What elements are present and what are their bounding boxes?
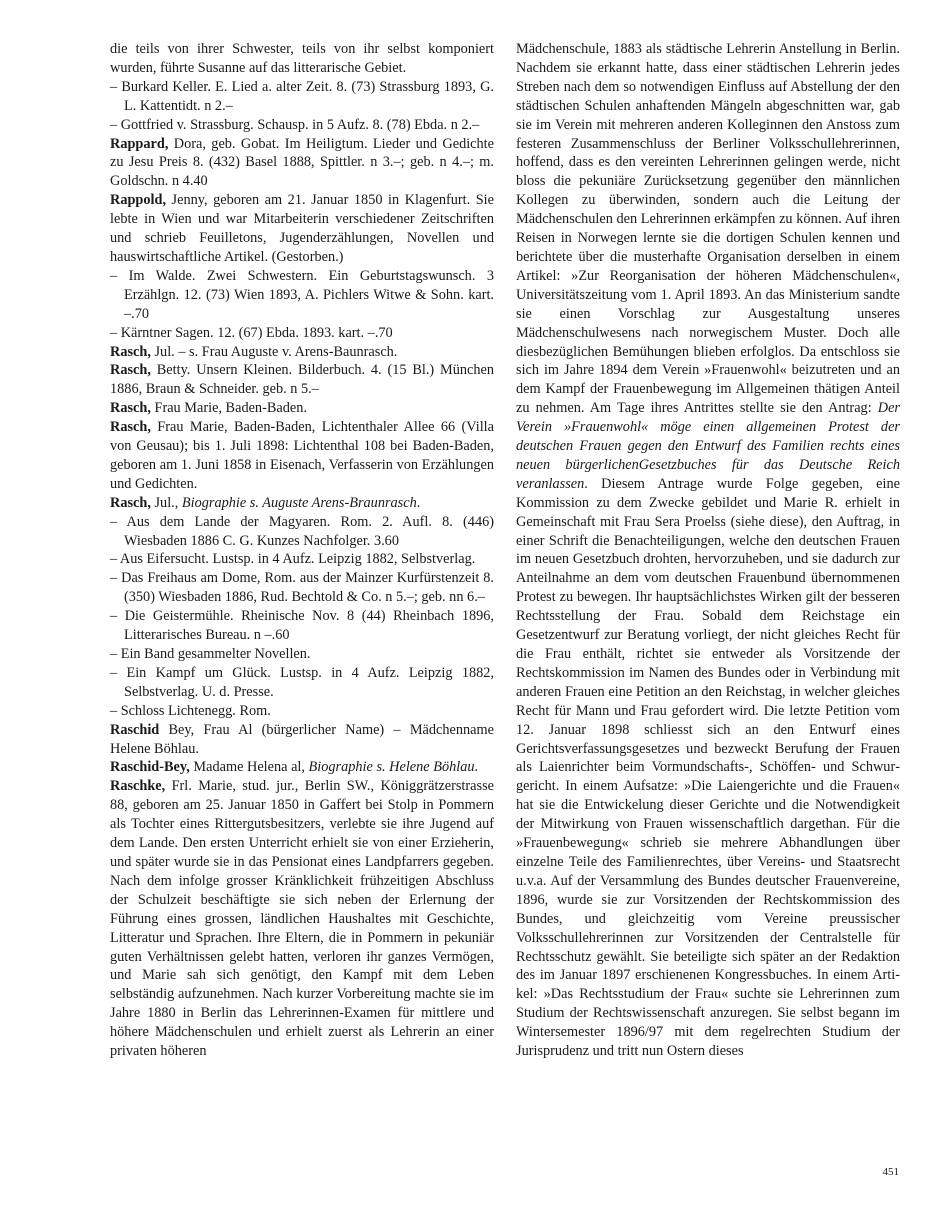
left-column <box>110 40 494 1061</box>
lexicon-entry <box>110 418 494 494</box>
text-segment: die teils von ihrer Schwester, teils von ihr selbst komponiert wurden, führte Susanne auf das litterarische Gebiet. <box>110 41 494 76</box>
text-segment: Mädchenschule, 1883 als städtische Lehrerin Anstellung in Berlin. Nachdem sie erkannt hatte, dass einer städtischen Lehrerin jedes Streben nach dem so notwendigen Einfluss auf Abstellung der den städtischen Schulen anhaftenden Mängeln abgeschnitten war, gab sie im Verein mit mehreren anderen Kolleginnen den Anstoss zum festeren Zusammenschluss der Berliner Volksschullehrerinnen, hoffend, dass es den vereinten Lehrerinnen gelingen werde, nicht bloss die pekuniäre Zurücksetzung gegenüber den männlichen Kollegen zu überwinden, sondern auch die Leitung der Mädchenschulen den Lehrerinnen erkämpfen zu können. Auf ihren Reisen in Norwegen lernte sie die dortigen Schulen kennen und berichtete über die musterhafte Organisation derselben in einem Artikel: »Zur Reorganisation der höheren Mädchenschulen«, Universitätszeitung vom 1. April 1893. An das Ministerium sandte sie einen Vorschlag zur Ausgestaltung unseres Mädchenschulwesens nach norwegischem Muster. Doch alle diesbezüglichen Bemühungen blieben erfolglos. Da entschloss sie sich im Jahre 1894 dem Verein »Frauenwohl« beizutreten und an dem Kampf der Frauenbewegung im Allgemeinen thätigen Anteil zu nehmen. Am Tage ihres Antrittes stellte sie den Antrag: <box>516 41 900 417</box>
lexicon-entry <box>110 721 494 759</box>
text-segment: – Burkard Keller. E. Lied a. alter Zeit. 8. (73) Strassburg 1893, G. L. Kattentidt. n 2.– <box>110 78 494 114</box>
text-segment: – Ein Band gesammelter Novellen. <box>110 646 311 662</box>
text-segment: Betty. Unsern Kleinen. Bilderbuch. 4. (15 Bl.) München 1886, Braun & Schneider. geb. n 5.– <box>110 362 494 398</box>
lexicon-entry <box>110 494 494 513</box>
lexicon-entry <box>110 758 494 777</box>
text-paragraph <box>110 40 494 78</box>
text-segment: – Schloss Lichtenegg. Rom. <box>110 702 271 719</box>
entry-name: Rasch, <box>110 343 151 360</box>
text-segment: – Das Freihaus am Dome, Rom. aus der Mainzer Kurfürstenzeit 8. (350) Wiesbaden 1886, Rud. Bechtold & Co. n 5.–; geb. nn 6.– <box>110 570 494 606</box>
text-segment: – Aus Eifersucht. Lustsp. in 4 Aufz. Leipzig 1882, Selbstverlag. <box>110 551 476 568</box>
italic-text: Biographie s. Auguste Arens-Braunrasch <box>181 494 417 511</box>
lexicon-entry <box>110 361 494 399</box>
italic-text: Biographie s. Helene Böhlau <box>308 759 475 776</box>
lexicon-entry <box>110 343 494 362</box>
text-segment: Dora, geb. Gobat. Im Heiligtum. Lieder und Gedichte zu Jesu Preis 8. (432) Basel 1888, Spittler. n 3.–; geb. n 4.–; m. Goldschn. n 4.40 <box>110 135 494 190</box>
text-segment: Frau Marie, Baden-Baden, Lichtenthaler Allee 66 (Villa von Geusau); bis 1. Juli 1898: Lichtenthal 108 bei Baden-Baden, geboren am 1. Juni 1858 in Eisenach, Verfasserin von Erzählungen und Gedichten. <box>110 419 494 492</box>
bibliography-item <box>110 550 494 569</box>
entry-name: Rasch, <box>110 419 151 436</box>
text-segment: Bey, Frau Al (bürgerlicher Name) – Mädchenname Helene Böhlau. <box>110 721 494 757</box>
text-paragraph <box>516 40 900 1061</box>
bibliography-item <box>110 664 494 702</box>
text-segment: Frau Marie, Baden-Baden. <box>150 400 307 417</box>
bibliography-item <box>110 513 494 551</box>
right-column <box>516 40 900 1061</box>
text-segment: Jul., <box>150 494 182 511</box>
page-number: 451 <box>882 1166 899 1178</box>
entry-name: Rasch, <box>110 494 151 511</box>
bibliography-item <box>110 78 494 116</box>
bibliography-item <box>110 116 494 135</box>
bibliography-item <box>110 645 494 664</box>
text-segment: Madame Helena al, <box>189 759 309 776</box>
text-segment: . Diesem Antrage wurde Folge gegeben, eine Kommission zu dem Zwecke gebildet und Marie R. erhielt in Gemeinschaft mit Frau Sera Proelss (siehe diese), den Auftrag, in einer Schrift die Benachteiligungen, welche den deutschen Frauen im neuen Gesetzbuch drohten, hervorzuheben, und sie dadurch zur Anteilnahme an dem vom deutschen Frauenbund übernommenen Protest zu bewegen. Ihr hauptsächlichstes Wirken gilt der besseren Rechtsstellung der Frau. Sobald dem Reichstage ein Gesetzentwurf zur Beratung vorliegt, der nicht gleiches Recht für die Frau enthält, richtet sie entweder als Vorsitzende der Rechtskommission im Namen des Bundes oder in Verbindung mit anderen Frauen eine Petition an den Reichstag, in welcher gleiches Recht für Mann und Frau gefordert wird. Die letzte Petition vom 12. Januar 1898 schliesst sich an den Entwurf eines Gerichtsverfassungsgesetzes und bezweckt Berufung der Frauen als Laienrichter beim Vormundschafts-, Schöffen- und Schwurgericht. In einem Aufsatze: »Die Laiengerichte und die Frauen« hat sie die Entwickelung dieser Gerichte und die Notwendigkeit der Mitwirkung von Frauen wissenschaftlich dargethan. Für die »Frauenbewegung« schrieb sie mehrere Abhandlungen über einzelne Teile des Familienrechtes, über Vereins- und Staatsrecht u.v.a. Auf der Versammlung des Bundes deutscher Frauenvereine, 1896, wurde sie zur Vorsitzenden der Rechtskommission des Bundes, und gleichzeitig vom Vereine preussischer Volksschullehrerinnen zur Vorsitzenden der Centralstelle für Rechtsschutz gewählt. Sie beteiligte sich später an der Redaktion des im Januar 1897 erschienenen Kongressbuches. In einem Artikel: »Das Rechtsstudium der Frau« suchte sie Lehrerinnen zum Studium der Rechtswissenschaft anzuregen. Sie selbst begann im Wintersemester 1896/97 mit dem regelrechten Studium der Jurisprudenz und tritt nun Ostern dieses <box>516 475 900 1060</box>
entry-name: Raschid-Bey, <box>110 759 190 776</box>
bibliography-item <box>110 569 494 607</box>
entry-name: Rappard, <box>110 135 169 152</box>
text-segment: – Aus dem Lande der Magyaren. Rom. 2. Aufl. 8. (446) Wiesbaden 1886 C. G. Kunzes Nachfolger. 3.60 <box>110 513 494 549</box>
text-segment: . <box>416 494 421 511</box>
entry-name: Raschid <box>110 721 160 738</box>
text-segment: Jul. – s. Frau Auguste v. Arens-Baunrasch. <box>150 343 398 360</box>
bibliography-item <box>110 702 494 721</box>
text-segment: Frl. Marie, stud. jur., Berlin SW., Königgrätzerstrasse 88, geboren am 25. Januar 1850 in Gaffert bei Stolp in Pommern als Tochter eines Rittergutsbesitzers, verlebte sie ihre Jugend auf dem Lande. Den ersten Unterricht erhielt sie von einer Erzieherin, und später wurde sie in das Pensionat eines Landpfarrers gegeben. Nach dem infolge grosser Kränklichkeit frühzeitigen Abschluss der Schulzeit beschäftigte sie sich neben der Erlernung der Führung eines grossen, ländlichen Haushaltes mit Geschichte, Litteratur und Sprachen. Ihre Eltern, die in Pommern in pekuniär guten Verhältnissen gelebt hatten, verloren ihr ganzes Vermögen, und Marie sah sich genötigt, den Kampf mit dem Leben selbständig aufzunehmen. Nach kurzer Vorbereitung machte sie im Jahre 1880 in Berlin das Lehrerinnen-Examen für mittlere und höhere Mädchenschulen und erhielt zuerst als Lehrerin an einer privaten höheren <box>110 778 494 1060</box>
entry-name: Rasch, <box>110 362 151 379</box>
text-segment: – Die Geistermühle. Rheinische Nov. 8 (44) Rheinbach 1896, Litterarisches Bureau. n –.60 <box>110 608 494 644</box>
bibliography-item <box>110 267 494 324</box>
text-segment: – Gottfried v. Strassburg. Schausp. in 5 Aufz. 8. (78) Ebda. n 2.– <box>110 116 480 133</box>
lexicon-entry <box>110 135 494 192</box>
bibliography-item <box>110 324 494 343</box>
lexicon-entry <box>110 777 494 1061</box>
bibliography-item <box>110 607 494 645</box>
lexicon-entry <box>110 399 494 418</box>
entry-name: Raschke, <box>110 778 166 795</box>
text-segment: . <box>474 759 479 776</box>
entry-name: Rasch, <box>110 400 151 417</box>
italic-text: Der Verein »Frauenwohl« möge einen allgemeinen Protest der deutschen Frauen gegen den Entwurf des Familien rechts eines neuen bürgerlichenGesetzbuches für das Deutsche Reich veranlassen <box>516 400 900 492</box>
text-segment: – Kärntner Sagen. 12. (67) Ebda. 1893. kart. –.70 <box>110 324 393 341</box>
entry-name: Rappold, <box>110 192 167 209</box>
text-segment: – Ein Kampf um Glück. Lustsp. in 4 Aufz. Leipzig 1882, Selbstverlag. U. d. Presse. <box>110 664 494 700</box>
text-segment: – Im Walde. Zwei Schwestern. Ein Geburtstagswunsch. 3 Erzählgn. 12. (73) Wien 1893, A. Pichlers Witwe & Sohn. kart. –.70 <box>110 267 494 322</box>
lexicon-entry <box>110 191 494 267</box>
text-segment: Jenny, geboren am 21. Januar 1850 in Klagenfurt. Sie lebte in Wien und war Mitarbeiterin verschiedener Zeitschriften und schrieb Feuilletons, Jugenderzählungen, Novellen und hauswirtschaftliche Artikel. (Gestorben.) <box>110 192 494 265</box>
